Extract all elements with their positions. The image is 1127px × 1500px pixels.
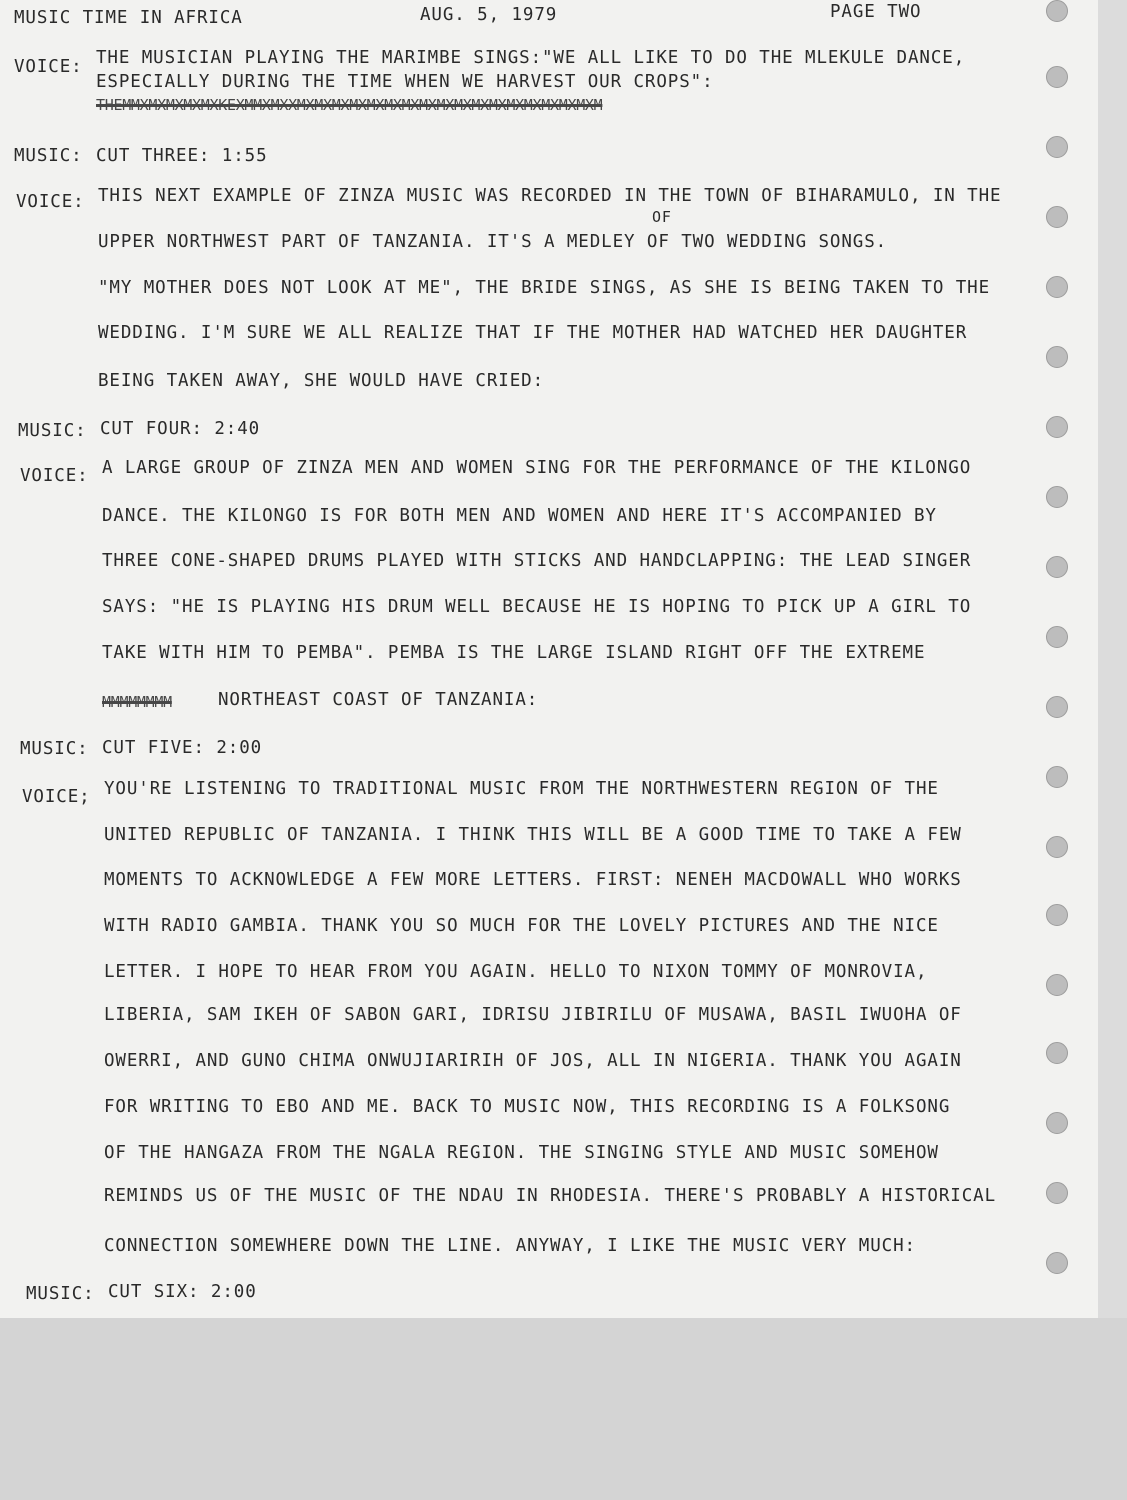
feed-hole xyxy=(1046,346,1068,368)
script-line: WEDDING. I'M SURE WE ALL REALIZE THAT IF THE MOTHER HAD WATCHED HER DAUGHTER xyxy=(98,323,968,343)
script-line: BEING TAKEN AWAY, SHE WOULD HAVE CRIED: xyxy=(98,371,544,391)
script-line: LIBERIA, SAM IKEH OF SABON GARI, IDRISU JIBIRILU OF MUSAWA, BASIL IWUOHA OF xyxy=(104,1005,962,1025)
music-cue: CUT SIX: 2:00 xyxy=(108,1282,257,1302)
script-line: THREE CONE-SHAPED DRUMS PLAYED WITH STICKS AND HANDCLAPPING: THE LEAD SINGER xyxy=(102,551,972,571)
script-line: A LARGE GROUP OF ZINZA MEN AND WOMEN SING FOR THE PERFORMANCE OF THE KILONGO xyxy=(102,458,972,478)
broadcast-date: AUG. 5, 1979 xyxy=(420,5,558,25)
feed-hole xyxy=(1046,66,1068,88)
feed-hole xyxy=(1046,974,1068,996)
speaker-label: VOICE: xyxy=(16,192,85,212)
feed-hole xyxy=(1046,836,1068,858)
speaker-label: VOICE: xyxy=(20,466,89,486)
background-surface xyxy=(0,1318,1127,1500)
script-line: WITH RADIO GAMBIA. THANK YOU SO MUCH FOR THE LOVELY PICTURES AND THE NICE xyxy=(104,916,939,936)
feed-hole xyxy=(1046,1182,1068,1204)
script-line: YOU'RE LISTENING TO TRADITIONAL MUSIC FROM THE NORTHWESTERN REGION OF THE xyxy=(104,779,939,799)
script-line: NORTHEAST COAST OF TANZANIA: xyxy=(218,690,539,710)
speaker-label: VOICE: xyxy=(14,57,83,77)
feed-hole xyxy=(1046,0,1068,22)
script-line: UPPER NORTHWEST PART OF TANZANIA. IT'S A MEDLEY OF TWO WEDDING SONGS. xyxy=(98,232,888,252)
feed-hole xyxy=(1046,136,1068,158)
music-cue: CUT FIVE: 2:00 xyxy=(102,738,263,758)
feed-hole xyxy=(1046,904,1068,926)
feed-hole xyxy=(1046,276,1068,298)
script-line: CONNECTION SOMEWHERE DOWN THE LINE. ANYWAY, I LIKE THE MUSIC VERY MUCH: xyxy=(104,1236,916,1256)
feed-hole xyxy=(1046,556,1068,578)
music-label: MUSIC: xyxy=(14,146,83,166)
feed-hole xyxy=(1046,486,1068,508)
struck-out-line: THEMMXMXMXMXMXKEXMMXMXXMXMXMXMXMXMXMXMXMXMXMXMXMXMXMXMXMXM xyxy=(96,96,603,114)
script-line: THIS NEXT EXAMPLE OF ZINZA MUSIC WAS RECORDED IN THE TOWN OF BIHARAMULO, IN THE xyxy=(98,186,1002,206)
script-line: OWERRI, AND GUNO CHIMA ONWUJIARIRIH OF JOS, ALL IN NIGERIA. THANK YOU AGAIN xyxy=(104,1051,962,1071)
feed-hole xyxy=(1046,626,1068,648)
feed-hole xyxy=(1046,696,1068,718)
script-line: FOR WRITING TO EBO AND ME. BACK TO MUSIC NOW, THIS RECORDING IS A FOLKSONG xyxy=(104,1097,951,1117)
script-line: LETTER. I HOPE TO HEAR FROM YOU AGAIN. HELLO TO NIXON TOMMY OF MONROVIA, xyxy=(104,962,928,982)
feed-hole xyxy=(1046,1112,1068,1134)
music-label: MUSIC: xyxy=(20,739,89,759)
music-cue: CUT THREE: 1:55 xyxy=(96,146,268,166)
script-line: DANCE. THE KILONGO IS FOR BOTH MEN AND WOMEN AND HERE IT'S ACCOMPANIED BY xyxy=(102,506,937,526)
script-line: THE MUSICIAN PLAYING THE MARIMBE SINGS:"WE ALL LIKE TO DO THE MLEKULE DANCE, xyxy=(96,48,966,68)
music-label: MUSIC: xyxy=(26,1284,95,1304)
script-line: "MY MOTHER DOES NOT LOOK AT ME", THE BRIDE SINGS, AS SHE IS BEING TAKEN TO THE xyxy=(98,278,990,298)
handtyped-insertion: OF xyxy=(652,208,672,226)
struck-out-word: MMMMMMMM xyxy=(102,693,172,711)
feed-hole xyxy=(1046,206,1068,228)
music-label: MUSIC: xyxy=(18,421,87,441)
script-line: UNITED REPUBLIC OF TANZANIA. I THINK THIS WILL BE A GOOD TIME TO TAKE A FEW xyxy=(104,825,962,845)
script-line: SAYS: "HE IS PLAYING HIS DRUM WELL BECAUSE HE IS HOPING TO PICK UP A GIRL TO xyxy=(102,597,972,617)
feed-hole xyxy=(1046,1252,1068,1274)
script-line: MOMENTS TO ACKNOWLEDGE A FEW MORE LETTERS. FIRST: NENEH MACDOWALL WHO WORKS xyxy=(104,870,962,890)
speaker-label: VOICE; xyxy=(22,787,91,807)
program-title: MUSIC TIME IN AFRICA xyxy=(14,8,243,28)
script-line: ESPECIALLY DURING THE TIME WHEN WE HARVEST OUR CROPS": xyxy=(96,72,714,92)
music-cue: CUT FOUR: 2:40 xyxy=(100,419,261,439)
feed-hole xyxy=(1046,766,1068,788)
script-line: OF THE HANGAZA FROM THE NGALA REGION. THE SINGING STYLE AND MUSIC SOMEHOW xyxy=(104,1143,939,1163)
script-line: TAKE WITH HIM TO PEMBA". PEMBA IS THE LARGE ISLAND RIGHT OFF THE EXTREME xyxy=(102,643,926,663)
script-line: REMINDS US OF THE MUSIC OF THE NDAU IN RHODESIA. THERE'S PROBABLY A HISTORICAL xyxy=(104,1186,996,1206)
page-number: PAGE TWO xyxy=(830,2,922,22)
feed-hole xyxy=(1046,416,1068,438)
feed-hole xyxy=(1046,1042,1068,1064)
page-edge xyxy=(1098,0,1127,1318)
